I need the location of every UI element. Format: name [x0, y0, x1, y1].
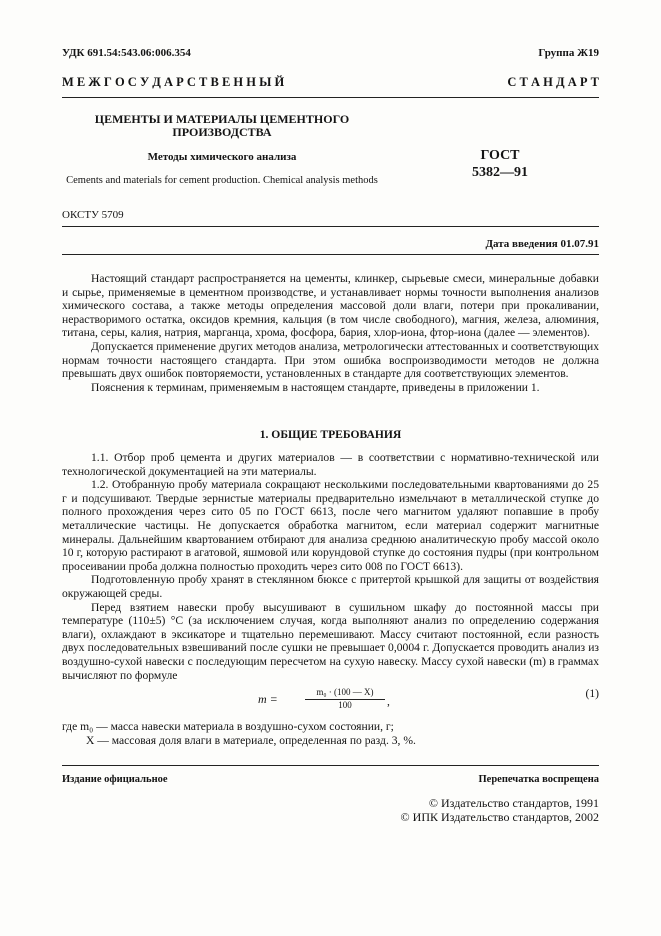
intro-paragraph: Допускается применение других методов анализа, метрологически аттестованных и соответствующих нормам точности настоящего стандарта. При этом ошибка воспроизводимости методов не должна превышать двух ошибок повторяемости, установленных в стандарте для соответствующих элементов. [62, 339, 599, 381]
formula-numerator: m₀ · (100 — X) [305, 687, 385, 700]
gost-label: ГОСТ [480, 148, 520, 163]
formula-legend [62, 720, 599, 747]
group-code: Группа Ж19 [538, 47, 599, 59]
intro-date-label: Дата введения [485, 238, 558, 250]
formula-fraction [305, 687, 385, 711]
formula-denominator: 100 [338, 700, 352, 710]
intro-date [485, 238, 599, 252]
intro-date-value: 01.07.91 [560, 238, 599, 250]
intro-text [62, 272, 599, 394]
formula [245, 687, 405, 713]
gost-designation [460, 147, 540, 181]
document-title: ЦЕМЕНТЫ И МАТЕРИАЛЫ ЦЕМЕНТНОГО ПРОИЗВОДСТВА [94, 112, 350, 139]
section-text [62, 451, 599, 682]
banner-word-2: С Т А Н Д А Р Т [507, 75, 599, 89]
section-paragraph: 1.1. Отбор проб цемента и других материалов — в соответствии с нормативно-технической или технологической документацией на эти материалы. [62, 451, 599, 478]
udk-code: УДК 691.54:543.06:006.354 [62, 47, 191, 59]
standard-banner [62, 76, 599, 90]
gost-number: 5382—91 [472, 165, 528, 180]
date-rule [62, 254, 599, 255]
legend-line: где m₀ — масса навески материала в воздушно-сухом состоянии, г; [62, 720, 394, 733]
footer-rule [62, 765, 599, 766]
reprint-notice: Перепечатка воспрещена [478, 774, 599, 785]
copyright-block [401, 796, 599, 824]
header-rule [62, 226, 599, 227]
intro-paragraph: Пояснения к терминам, применяемым в настоящем стандарте, приведены в приложении 1. [91, 380, 540, 394]
oksty-code: ОКСТУ 5709 [62, 209, 124, 221]
legend-line: X — массовая доля влаги в материале, определенная по разд. 3, %. [86, 733, 416, 747]
document-subtitle: Методы химического анализа [147, 151, 297, 163]
copyright-line: © ИПК Издательство стандартов, 2002 [400, 810, 599, 824]
english-title: Cements and materials for cement production. Chemical analysis methods [66, 175, 378, 186]
banner-word-1: М Е Ж Г О С У Д А Р С Т В Е Н Н Ы Й [62, 75, 285, 89]
formula-comma: , [387, 695, 390, 708]
equation-number: (1) [585, 687, 599, 700]
section-heading: 1. ОБЩИЕ ТРЕБОВАНИЯ [259, 428, 402, 441]
official-edition-note: Издание официальное [62, 774, 168, 785]
formula-lhs: m = [258, 692, 278, 706]
section-paragraph: Перед взятием навески пробу высушивают в сушильном шкафу до постоянной массы при температуре (110±5) °С (за исключением случая, когда выполняют анализ по определению содержания влаги), охлаждают в эксикаторе и тщательно перемешивают. Массу считают постоянной, если разность двух последовательных взвешиваний после сушки не превышает 0,0004 г. Допускается проводить анализ из воздушно-сухой навески с последующим пересчетом на сухую навеску. Массу сухой навески (m) в граммах вычисляют по формуле [62, 600, 599, 682]
banner-rule [62, 97, 599, 98]
section-paragraph: 1.2. Отобранную пробу материала сокращают несколькими последовательными квартованиями до 25 г и подсушивают. Твердые зернистые материалы предварительно измельчают в металлической ступке до полного прохождения через сито 05 по ГОСТ 6613, после чего магнитом удаляют попавшие в пробу металлические частицы. Не допускается обработка магнитом, если материал содержит магнитные минералы. Дальнейшим квартованием отбирают для анализа среднюю аналитическую пробу массой около 10 г, которую растирают в агатовой, яшмовой или корундовой ступке до состояния пудры (при контрольном просеивании проба должна полностью проходить через сито 008 по ГОСТ 6613). [62, 478, 599, 573]
section-paragraph: Подготовленную пробу хранят в стеклянном бюксе с притертой крышкой для защиты от воздействия окружающей среды. [62, 573, 599, 600]
intro-paragraph: Настоящий стандарт распространяется на цементы, клинкер, сырьевые смеси, минеральные добавки и сырье, применяемые в цементном производстве, и устанавливает нормы точности выполнения анализов химического состава, а также методы определения массовой доли влаги, потери при прокаливании, нерастворимого остатка, оксидов кремния, кальция (в том числе свободного), магния, железа, алюминия, титана, серы, калия, натрия, марганца, хрома, фосфора, бария, хлор-иона, фтор-иона (далее — элементов). [62, 272, 599, 340]
copyright-line: © Издательство стандартов, 1991 [428, 796, 599, 810]
